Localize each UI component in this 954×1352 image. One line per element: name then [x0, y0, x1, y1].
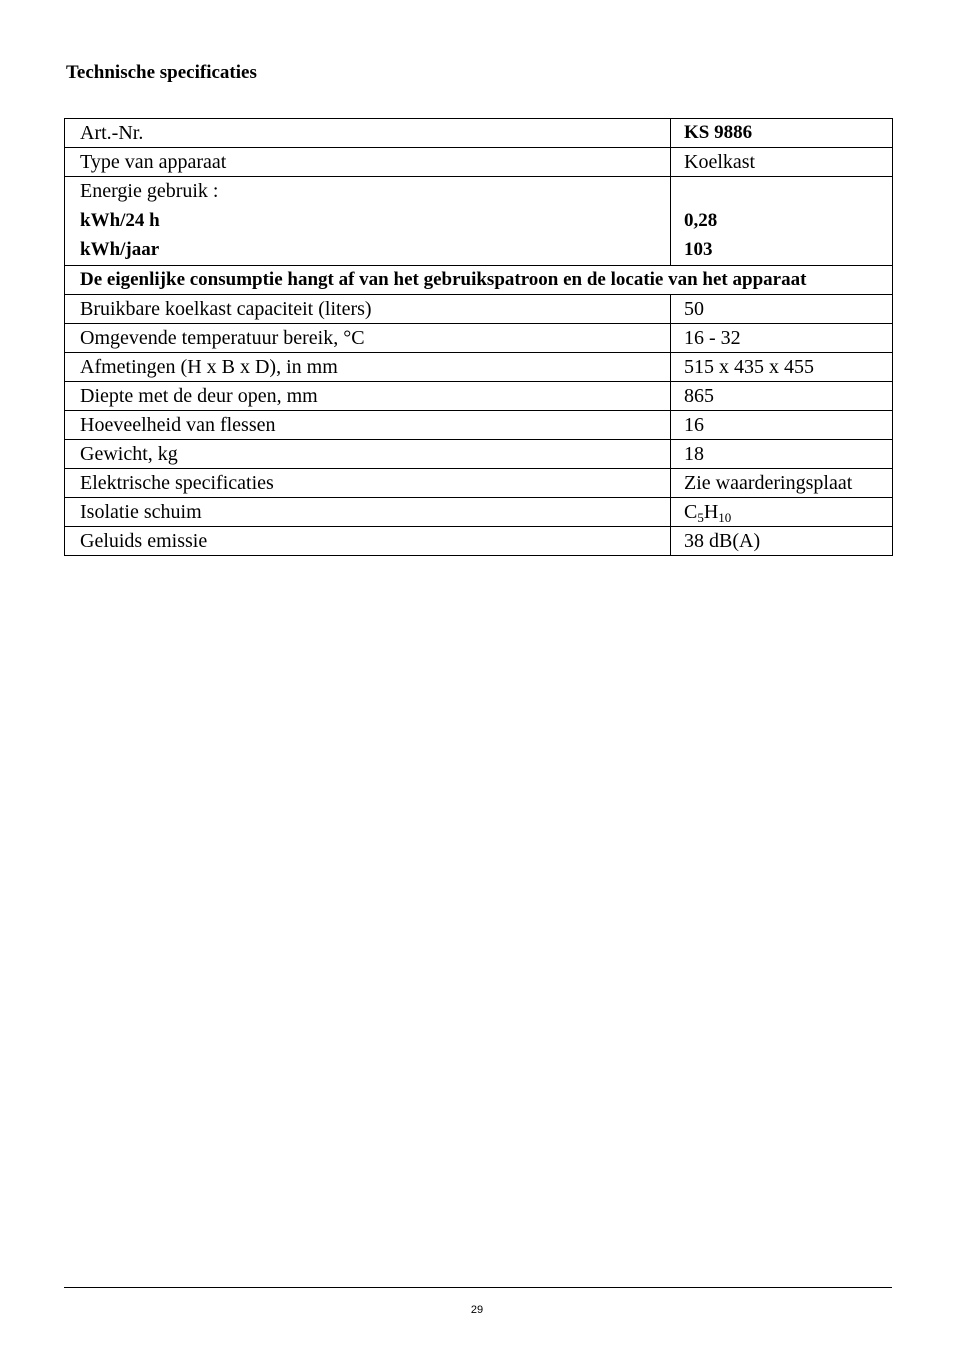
- energy-label: Energie gebruik :: [80, 180, 219, 202]
- spec-label: Isolatie schuim: [65, 498, 671, 527]
- table-row: [65, 440, 893, 469]
- spec-label: Diepte met de deur open, mm: [65, 382, 671, 411]
- formula-carbon-count: 5: [697, 510, 704, 525]
- spec-value: Koelkast: [671, 148, 893, 177]
- table-row: [65, 469, 893, 498]
- table-row: [65, 411, 893, 440]
- spec-value: 16: [671, 411, 893, 440]
- table-row: [65, 382, 893, 411]
- spec-label: Hoeveelheid van flessen: [65, 411, 671, 440]
- consumption-note: De eigenlijke consumptie hangt af van het gebruikspatroon en de locatie van het apparaat: [65, 266, 893, 295]
- table-row-note: [65, 266, 893, 295]
- formula-hydrogen: H: [703, 501, 719, 523]
- specifications-table: [64, 118, 893, 556]
- table-row-energy: [65, 177, 893, 266]
- energy-label-cell: [65, 177, 671, 266]
- formula-hydrogen-count: 10: [718, 510, 732, 525]
- page-number: 29: [470, 1304, 484, 1316]
- spec-label: Gewicht, kg: [65, 440, 671, 469]
- spec-value: Zie waarderingsplaat: [671, 469, 893, 498]
- table-row: [65, 498, 893, 527]
- spec-label: Geluids emissie: [65, 527, 671, 556]
- energy-day-value: 0,28: [684, 210, 718, 231]
- spec-value: 50: [671, 295, 893, 324]
- footer-divider: [64, 1287, 892, 1288]
- spec-value: 18: [671, 440, 893, 469]
- page-title: Technische specificaties: [66, 62, 257, 83]
- energy-year-value: 103: [684, 239, 713, 260]
- spec-label: Elektrische specificaties: [65, 469, 671, 498]
- formula-carbon: C: [684, 501, 698, 523]
- spec-label: Afmetingen (H x B x D), in mm: [65, 353, 671, 382]
- spec-label: Omgevende temperatuur bereik, °C: [65, 324, 671, 353]
- spec-value: 16 - 32: [671, 324, 893, 353]
- table-row: [65, 527, 893, 556]
- energy-day-label: kWh/24 h: [80, 210, 160, 231]
- table-row: [65, 148, 893, 177]
- table-row: [65, 119, 893, 148]
- table-row: [65, 295, 893, 324]
- insulation-formula: [671, 498, 893, 527]
- energy-value-cell: [671, 177, 893, 266]
- spec-value: KS 9886: [671, 119, 893, 148]
- table-row: [65, 353, 893, 382]
- spec-value: 865: [671, 382, 893, 411]
- energy-year-label: kWh/jaar: [80, 239, 160, 260]
- spec-label: Type van apparaat: [65, 148, 671, 177]
- spec-value: 515 x 435 x 455: [671, 353, 893, 382]
- spec-label: Art.-Nr.: [65, 119, 671, 148]
- spec-value: 38 dB(A): [671, 527, 893, 556]
- spec-label: Bruikbare koelkast capaciteit (liters): [65, 295, 671, 324]
- table-row: [65, 324, 893, 353]
